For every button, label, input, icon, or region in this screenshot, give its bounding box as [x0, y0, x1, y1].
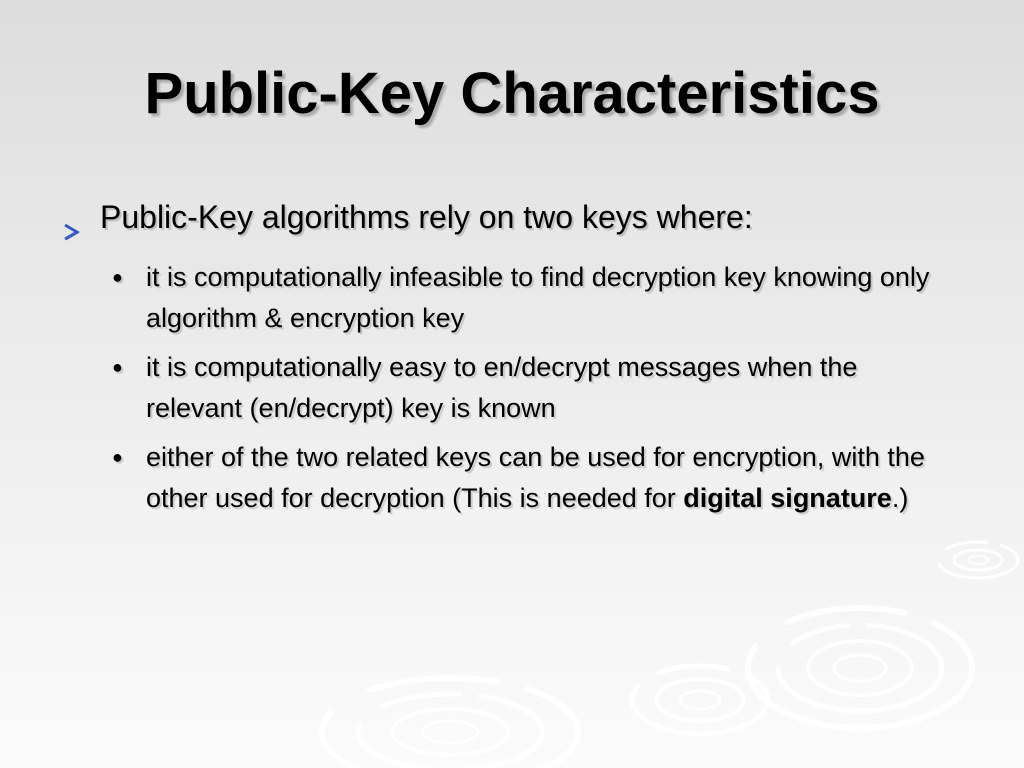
main-bullet-text: Public-Key algorithms rely on two keys where: — [100, 199, 753, 235]
sub-bullet-text — [146, 437, 956, 519]
sub-bullet-list — [112, 257, 982, 519]
sub-bullet-text: it is computationally easy to en/decrypt messages when the relevant (en/decrypt) key is known — [146, 352, 858, 423]
bullet-dot-icon: ● — [112, 357, 123, 377]
sub-bullet-text: it is computationally infeasible to find decryption key knowing only algorithm & encryption key — [146, 262, 930, 333]
main-bullet — [62, 196, 982, 251]
bullet-dot-icon: ● — [112, 447, 123, 467]
sub-bullet-text-end: .) — [891, 483, 909, 513]
bullet-dot-icon: ● — [112, 267, 123, 287]
sub-bullet — [112, 347, 982, 429]
bold-term: digital signature — [683, 483, 892, 513]
sub-bullet — [112, 257, 982, 339]
chevron-right-icon — [62, 196, 100, 251]
sub-bullet — [112, 437, 982, 519]
sub-bullet-text-start: either of the two related keys can be used for encryption, with the other used for decryption (This is needed for — [146, 442, 925, 513]
slide-title: Public-Key Characteristics — [144, 61, 880, 126]
slide-body — [62, 196, 982, 527]
